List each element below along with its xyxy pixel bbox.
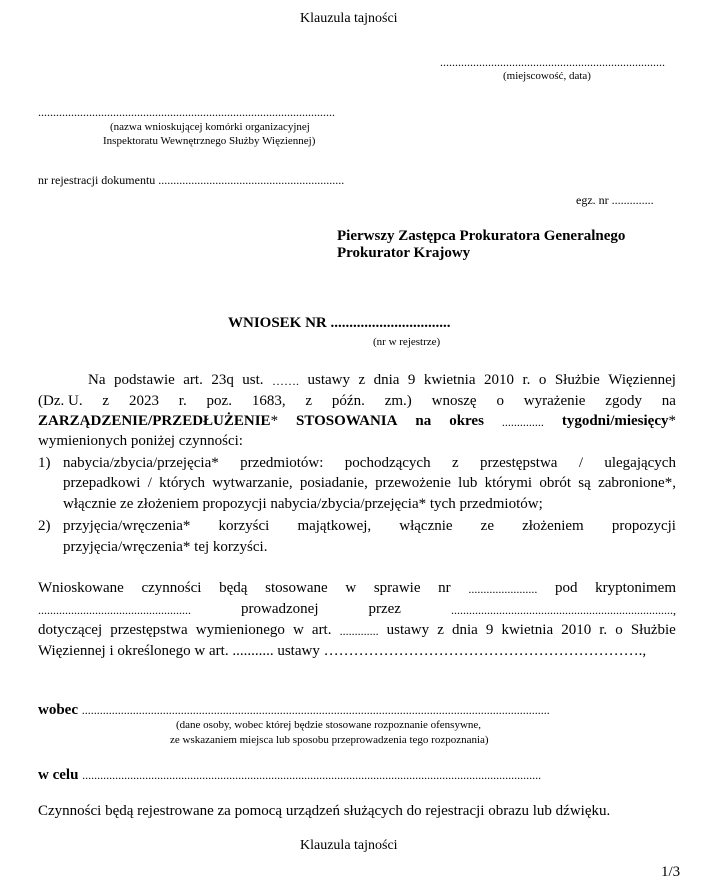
intro-line-2-word: 1683, [251,393,286,409]
recording-statement: Czynności będą rejestrowane za pomocą urządzeń służących do rejestracji obrazu lub dźwięku. [38,803,611,819]
case-line-3-word: wymienionego [195,622,285,638]
intro-line-1-word: kwietnia [423,372,476,388]
period-dots-field[interactable]: .............. [501,415,544,429]
unit-name-label-line1: (nazwa wnioskującej komórki organizacyjnej [110,121,310,133]
case-line-3-word: dotyczącej [38,622,103,638]
intro-line-1-word: Służbie [554,372,600,388]
case-line-1-word: pod [555,580,578,596]
item1-line-1-word: pochodzących [344,455,431,471]
item1-line-1-word: nabycia/zbycia/przejęcia* [63,455,219,471]
case-line-3 [38,622,676,639]
intro-line-1-word: podstawie [113,372,175,388]
registration-number-field[interactable]: nr rejestracji dokumentu .............................................................. [38,173,345,187]
item2-line-1-word: ze [480,518,494,534]
footer-classification-clause: Klauzula tajności [300,838,398,853]
case-line-1-word: będą [219,580,248,596]
intro-line-1-word: Więziennej [608,372,676,388]
intro-line-1-word[interactable]: ……. [272,374,300,388]
case-line-1-word: czynności [141,580,202,596]
wobec-dots-field[interactable]: ............................................................................................................................................................ [81,703,550,717]
intro-line-2-word: 2023 [128,393,159,409]
case-line-3-word: 2010 [561,622,592,638]
intro-line-2-word: z [102,393,110,409]
case-line-3-word[interactable]: ............. [339,624,379,638]
case-line-2-word: przez [368,601,401,617]
item1-number: 1) [38,455,51,471]
document-title-text: WNIOSEK NR ................................ [228,315,451,331]
addressee-line1: Pierwszy Zastępca Prokuratora Generalnego [337,228,626,244]
item1-line-2-word: przepadkowi [63,475,141,491]
case-line-3-word: ustawy [386,622,430,638]
item2-line-1-word: przyjęcia/wręczenia* [63,518,191,534]
unit-name-label-line2: Inspektoratu Wewnętrznego Służby Więziennej) [103,135,316,147]
wobec-note-line1: (dane osoby, wobec której będzie stosowane rozpoznanie ofensywne, [176,719,482,731]
intro-line-2-word: o [496,393,504,409]
intro-line-2-word: późn. [331,393,365,409]
header-classification-clause: Klauzula tajności [300,11,398,26]
intro-line-1 [88,372,676,389]
intro-line-2-word: r. [178,393,187,409]
intro-line-1-word: 23q [211,372,234,388]
intro-applying: STOSOWANIA [296,413,398,429]
case-line-1-word: Wnioskowane [38,580,124,596]
item1-line-1-word: / [578,455,583,471]
case-line-3-word: r. [599,622,608,638]
item1-line-1 [63,455,676,472]
case-line-1-word: kryptonimem [595,580,676,596]
item1-line-2-word: wytwarzanie, [212,475,293,491]
item1-line-2-word: obrót [539,475,572,491]
intro-line-1-word: ust. [242,372,264,388]
case-line-3-word: art. [311,622,332,638]
item2-line-1 [63,518,676,535]
case-line-3-word: Służbie [630,622,676,638]
intro-line-2-word: wnoszę [431,393,477,409]
document-title [228,315,451,332]
case-line-2-word[interactable]: ................................................... [38,603,191,617]
item2-line-1-word: włącznie [399,518,453,534]
addressee-line2: Prokurator Krajowy [337,245,471,261]
case-line-1 [38,580,676,597]
item1-line-2-word: przewożenie [375,475,451,491]
intro-line-2-word: wyrażenie [523,393,586,409]
case-line-3-word: z [437,622,444,638]
wobec-note-line2: ze wskazaniem miejsca lub sposobu przeprowadzenia tego rozpoznania) [170,734,489,746]
case-line-3-word: kwietnia [501,622,554,638]
intro-line-1-word: art. [183,372,203,388]
item1-line-2-word: posiadanie, [299,475,368,491]
item1-line-2 [63,475,676,492]
copy-number-field[interactable]: egz. nr .............. [576,193,654,207]
case-line-3-word: o [615,622,623,638]
wobec-label: wobec [38,702,78,718]
intro-weeks-months: tygodni/miesięcy [561,413,669,429]
case-line-3-word: przestępstwa [110,622,188,638]
intro-line-3 [38,413,676,430]
item1-line-2-word: zabronione*, [598,475,676,491]
intro-line-1-word: 2010 [483,372,514,388]
w-celu-row [38,767,541,784]
item1-line-1-word: przedmiotów: [240,455,324,471]
item1-line-3: włącznie ze złożeniem propozycji nabycia/zbycia/przejęcia* tych przedmiotów; [63,496,543,512]
intro-line-2-word: (Dz. U. [38,393,83,409]
intro-line-1-word: dnia [373,372,400,388]
item1-line-1-word: ulegających [604,455,676,471]
case-line-1-word: sprawie [373,580,421,596]
register-number-label: (nr w rejestrze) [373,336,441,348]
intro-for: na [415,413,432,429]
intro-line-2 [38,393,676,410]
page-number: 1/3 [661,864,681,880]
intro-line-1-word: Na [88,372,106,388]
item1-line-2-word: których [159,475,205,491]
item1-line-2-word: / [147,475,152,491]
intro-line-2-word: z [305,393,313,409]
case-line-2 [38,601,676,618]
item2-line-2: przyjęcia/wręczenia* tej korzyści. [63,539,268,555]
intro-star-2: * [668,413,676,429]
intro-line-1-word: ustawy [307,372,350,388]
intro-line-1-word: r. [522,372,531,388]
intro-line-1-word: o [538,372,547,388]
item1-line-1-word: z [451,455,459,471]
intro-line-2-word: poz. [206,393,232,409]
intro-line-2-word: na [661,393,676,409]
item1-line-2-word: którymi [484,475,533,491]
intro-line-1-word: 9 [407,372,416,388]
item2-line-1-word: propozycji [611,518,676,534]
w-celu-dots-field[interactable]: ......................................................................................................................................................... [82,768,542,782]
case-line-1-word: stosowane [265,580,328,596]
intro-line-2-word: zm.) [384,393,412,409]
case-line-1-word: nr [438,580,451,596]
intro-order-extension: ZARZĄDZENIE/PRZEDŁUŻENIE [38,413,271,429]
intro-star: * [270,413,279,429]
item2-number: 2) [38,518,51,534]
case-line-1-word: w [345,580,357,596]
case-line-1-word[interactable]: ....................... [468,582,538,596]
wobec-row [38,702,550,719]
item1-line-2-word: są [578,475,591,491]
intro-period: okres [449,413,484,429]
case-line-3-word: w [292,622,304,638]
place-date-label: (miejscowość, data) [503,70,591,82]
case-line-3-word: 9 [485,622,494,638]
item1-line-2-word: lub [458,475,478,491]
unit-name-dots[interactable]: ................................................................................................... [38,105,335,119]
place-date-dots[interactable]: ........................................................................... [440,55,665,69]
item2-line-1-word: złożeniem [522,518,584,534]
w-celu-label: w celu [38,767,79,783]
intro-line-1-word: z [358,372,366,388]
item1-line-1-word: przestępstwa [479,455,558,471]
item2-line-1-word: korzyści [218,518,270,534]
case-line-4: Więziennej i określonego w art. ........... ustawy ………………………………………………………., [38,643,647,659]
case-line-2-word: prowadzonej [241,601,319,617]
intro-line-4: wymienionych poniżej czynności: [38,433,243,449]
case-line-3-word: dnia [451,622,478,638]
item2-line-1-word: majątkowej, [297,518,372,534]
intro-line-2-word: zgody [605,393,642,409]
case-line-2-word[interactable]: .........................................................................., [450,603,676,617]
